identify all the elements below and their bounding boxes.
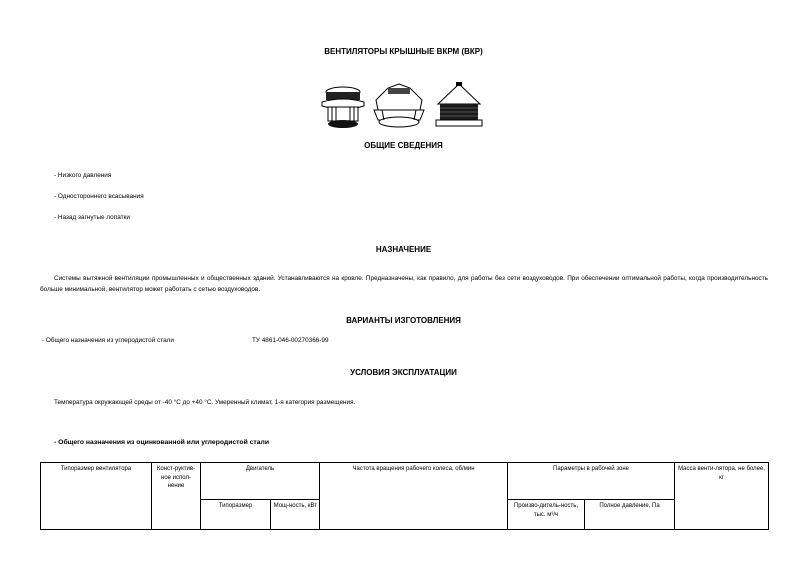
product-images [318,80,488,132]
fan-illustration-3 [430,80,488,132]
header-params: Параметры в рабочей зоне [508,463,675,500]
header-mass: Масса венти-лятора, не более, кг [675,463,769,530]
conditions-text: Температура окружающей среды от -40 °С до +40 °С. Умеренный климат, 1-я категория размещения. [54,399,356,406]
fan-illustration-2 [370,80,428,132]
header-motor-type: Типоразмер [201,500,271,530]
conditions-heading: УСЛОВИЯ ЭКСПЛУАТАЦИИ [350,368,457,377]
general-item-2: - Одностороннего всасывания [54,193,144,200]
purpose-heading: НАЗНАЧЕНИЕ [375,245,432,254]
header-type: Типоразмер вентилятора [41,463,152,530]
fan-illustration-1 [318,80,368,132]
general-heading: ОБЩИЕ СВЕДЕНИЯ [364,141,443,150]
variant-code: ТУ 4861-046-00270366-99 [252,337,329,344]
general-item-1: - Низкого давления [54,172,112,179]
header-pressure: Полное давление, Па [585,500,675,530]
general-item-3: - Назад загнутые лопатки [54,214,130,221]
header-speed: Частота вращения рабочего колеса, об/мин [320,463,508,530]
header-motor-power: Мощ-ность, кВт [271,500,320,530]
header-capacity: Произво-дитель-ность, тыс. м³/ч [508,500,585,530]
table-title: - Общего назначения из оцинкованной или углеродистой стали [54,439,270,446]
header-motor: Двигатель [201,463,320,500]
page-title: ВЕНТИЛЯТОРЫ КРЫШНЫЕ ВКРМ (ВКР) [324,47,483,56]
header-design: Конст-руктив-ное испол-нение [152,463,201,530]
variant-label: - Общего назначения из углеродистой стали [42,337,174,344]
spec-table [40,462,769,530]
variants-heading: ВАРИАНТЫ ИЗГОТОВЛЕНИЯ [346,316,461,325]
purpose-text: Системы вытяжной вентиляции промышленных и общественных зданий. Устанавливаются на кровле. Предназначены, как правило, для работы без сети воздуховодов. При обеспечении оптимальной работы, когда производительность больше минимальной, вентилятор может работать с сетью воздуховодов. [40,275,768,293]
